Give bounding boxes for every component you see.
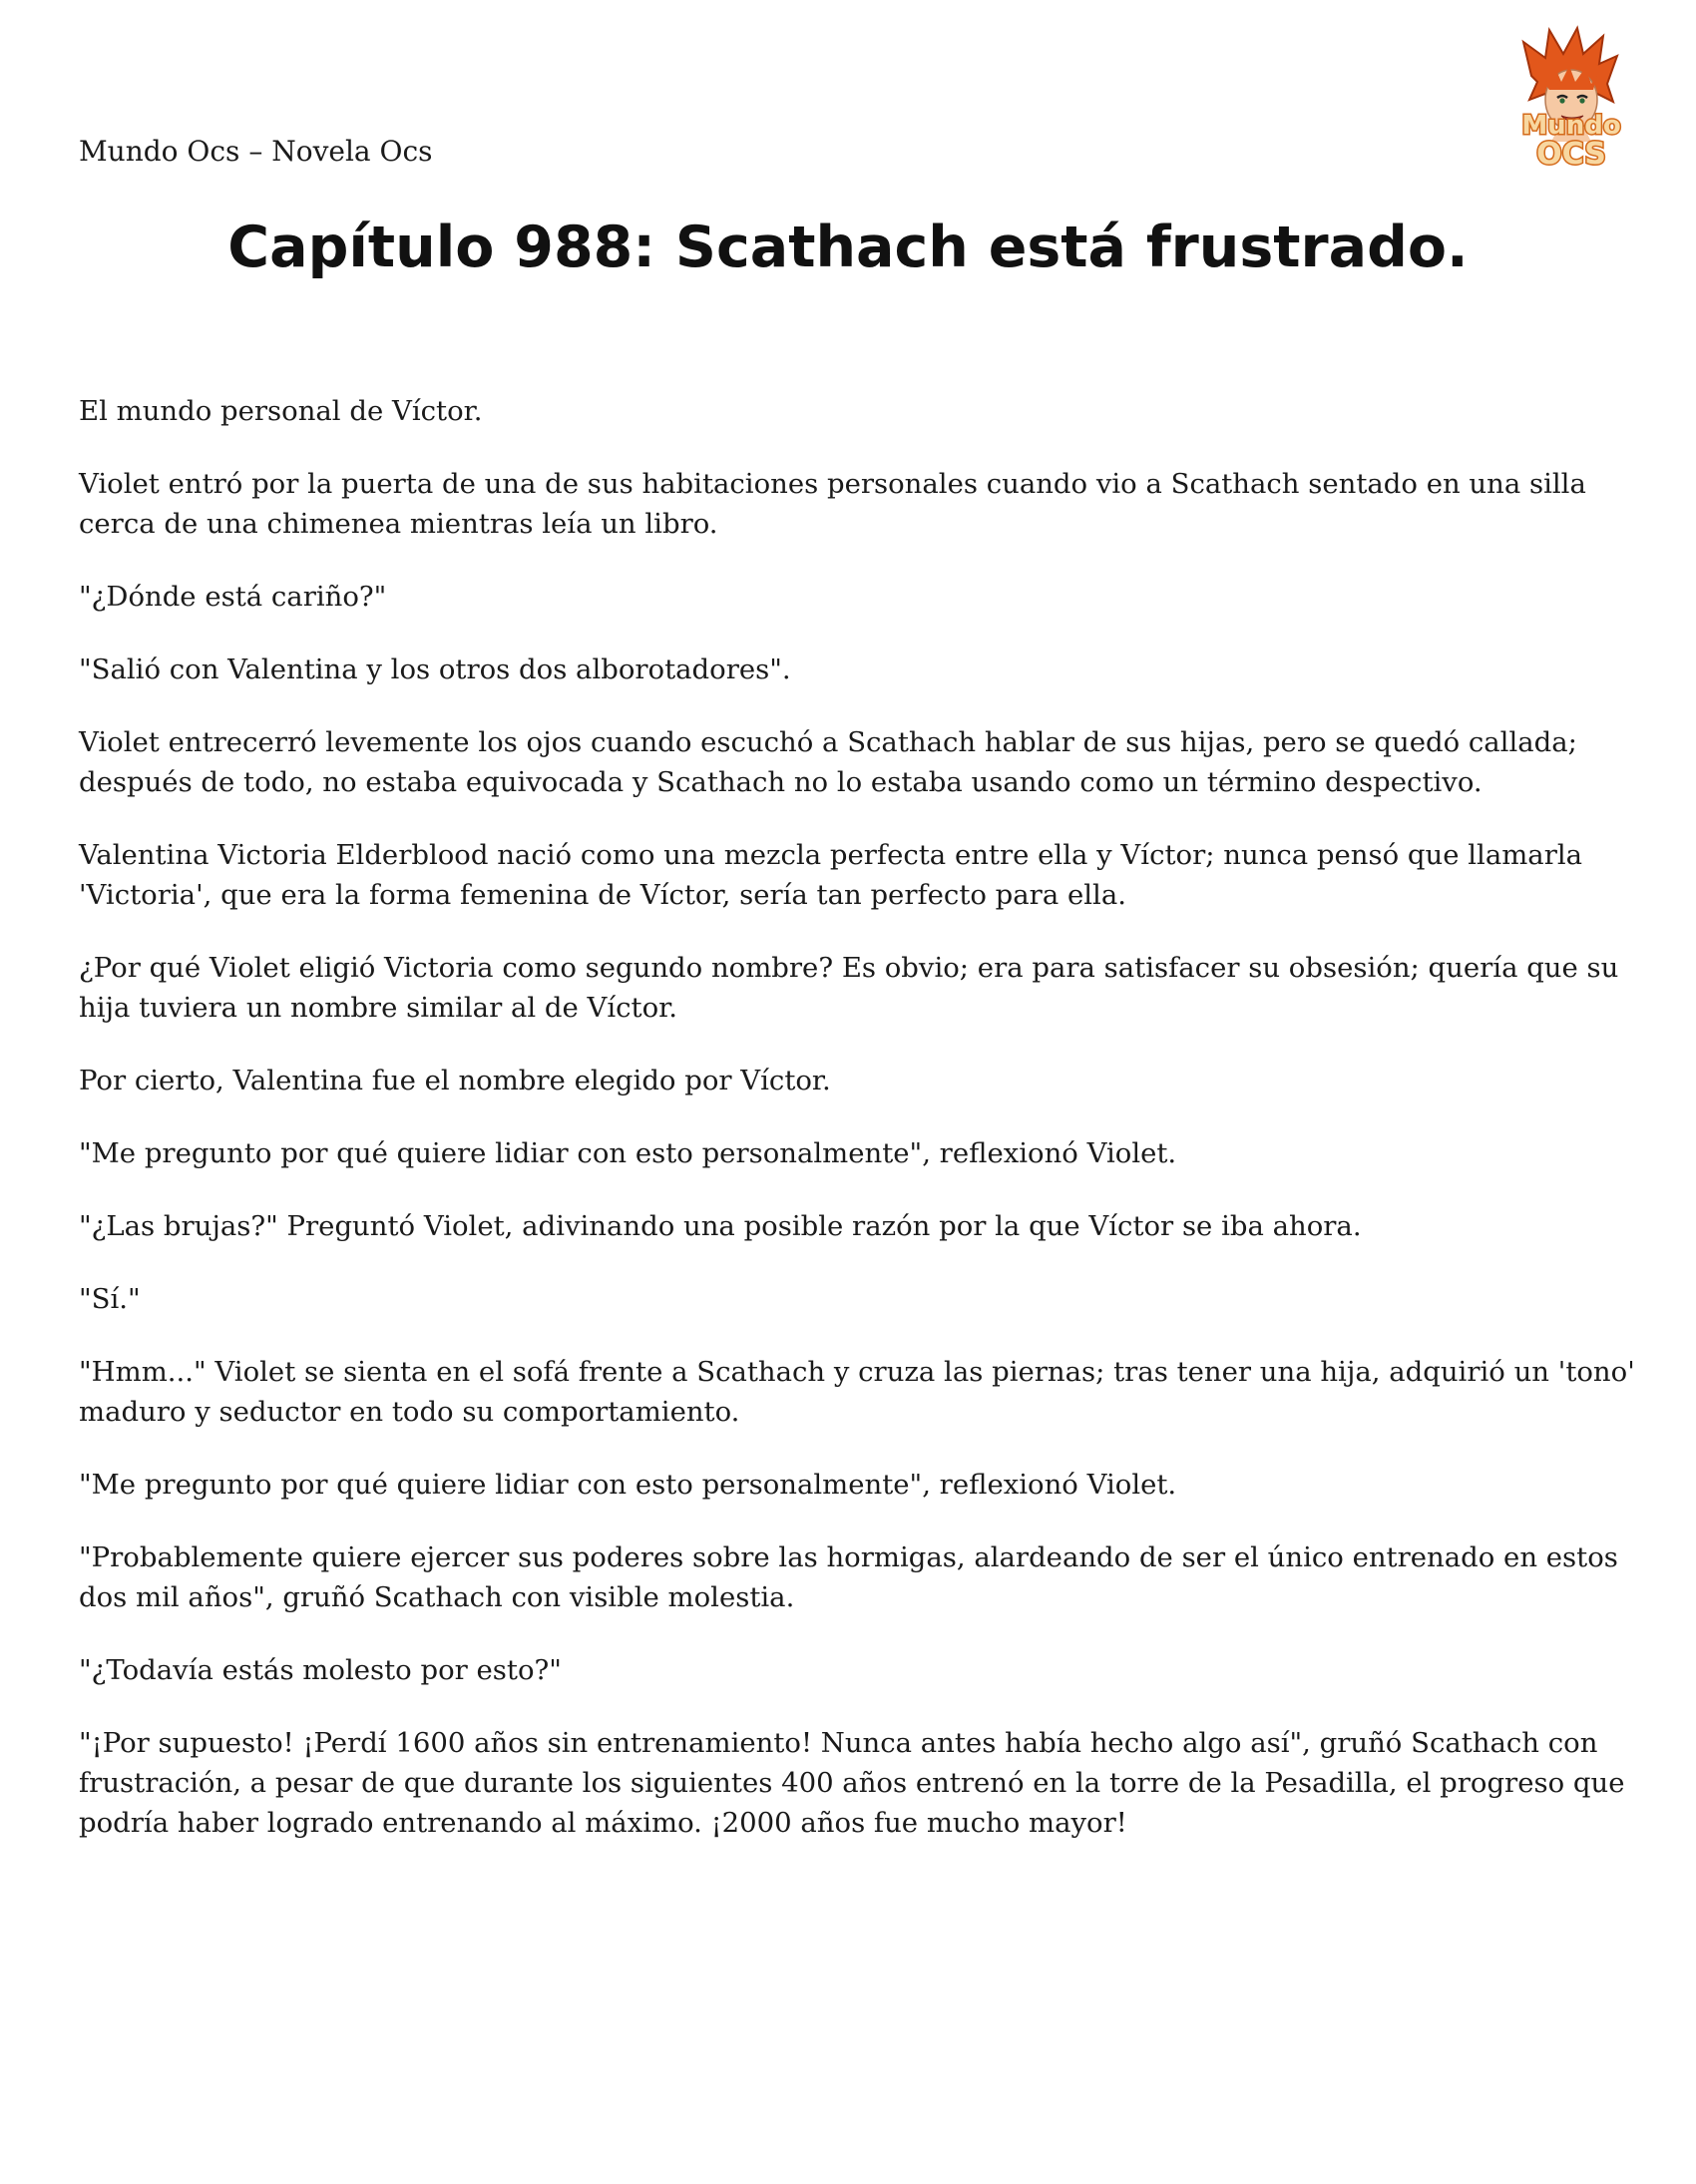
chapter-title: Capítulo 988: Scathach está frustrado. <box>227 215 1469 280</box>
paragraph: "Me pregunto por qué quiere lidiar con esto personalmente", reflexionó Violet. <box>79 1469 1177 1501</box>
site-header-text: Mundo Ocs – Novela Ocs <box>79 135 433 168</box>
logo-text-ocs: OCS <box>1536 137 1606 172</box>
paragraph: "Probablemente quiere ejercer sus poderes sobre las hormigas, alardeando de ser el único entrenado en estos dos mil años", gruñó Scathach con visible molestia. <box>79 1541 1618 1613</box>
logo-wordmark <box>1501 108 1641 178</box>
paragraph: "Sí." <box>79 1283 141 1315</box>
paragraph: Violet entrecerró levemente los ojos cuando escuchó a Scathach hablar de sus hijas, pero se quedó callada; después de todo, no estaba equivocada y Scathach no lo estaba usando como un término despectivo. <box>79 726 1577 798</box>
paragraph: "Salió con Valentina y los otros dos alborotadores". <box>79 654 791 685</box>
paragraph: "¿Las brujas?" Preguntó Violet, adivinando una posible razón por la que Víctor se iba ahora. <box>79 1210 1362 1242</box>
paragraph: Valentina Victoria Elderblood nació como una mezcla perfecta entre ella y Víctor; nunca pensó que llamarla 'Victoria', que era la forma femenina de Víctor, sería tan perfecto para ella. <box>79 839 1583 911</box>
paragraph: "¿Todavía estás molesto por esto?" <box>79 1654 562 1686</box>
paragraph: Por cierto, Valentina fue el nombre elegido por Víctor. <box>79 1065 831 1096</box>
paragraph: El mundo personal de Víctor. <box>79 395 483 427</box>
paragraph: "¡Por supuesto! ¡Perdí 1600 años sin entrenamiento! Nunca antes había hecho algo así", gruñó Scathach con frustración, a pesar de que durante los siguientes 400 años entrenó en la torre de la Pesadilla, el progreso que podría haber logrado entrenando al máximo. ¡2000 años fue mucho mayor! <box>79 1727 1625 1839</box>
chapter-body <box>79 391 1635 1876</box>
paragraph: "Me pregunto por qué quiere lidiar con esto personalmente", reflexionó Violet. <box>79 1137 1177 1169</box>
paragraph: Violet entró por la puerta de una de sus habitaciones personales cuando vio a Scathach sentado en una silla cerca de una chimenea mientras leía un libro. <box>79 468 1586 540</box>
logo-text-mundo: Mundo <box>1521 111 1621 141</box>
paragraph: "Hmm..." Violet se sienta en el sofá frente a Scathach y cruza las piernas; tras tener una hija, adquirió un 'tono' maduro y seductor en todo su comportamiento. <box>79 1356 1635 1428</box>
paragraph: ¿Por qué Violet eligió Victoria como segundo nombre? Es obvio; era para satisfacer su obsesión; quería que su hija tuviera un nombre similar al de Víctor. <box>79 952 1619 1024</box>
paragraph: "¿Dónde está cariño?" <box>79 581 387 613</box>
